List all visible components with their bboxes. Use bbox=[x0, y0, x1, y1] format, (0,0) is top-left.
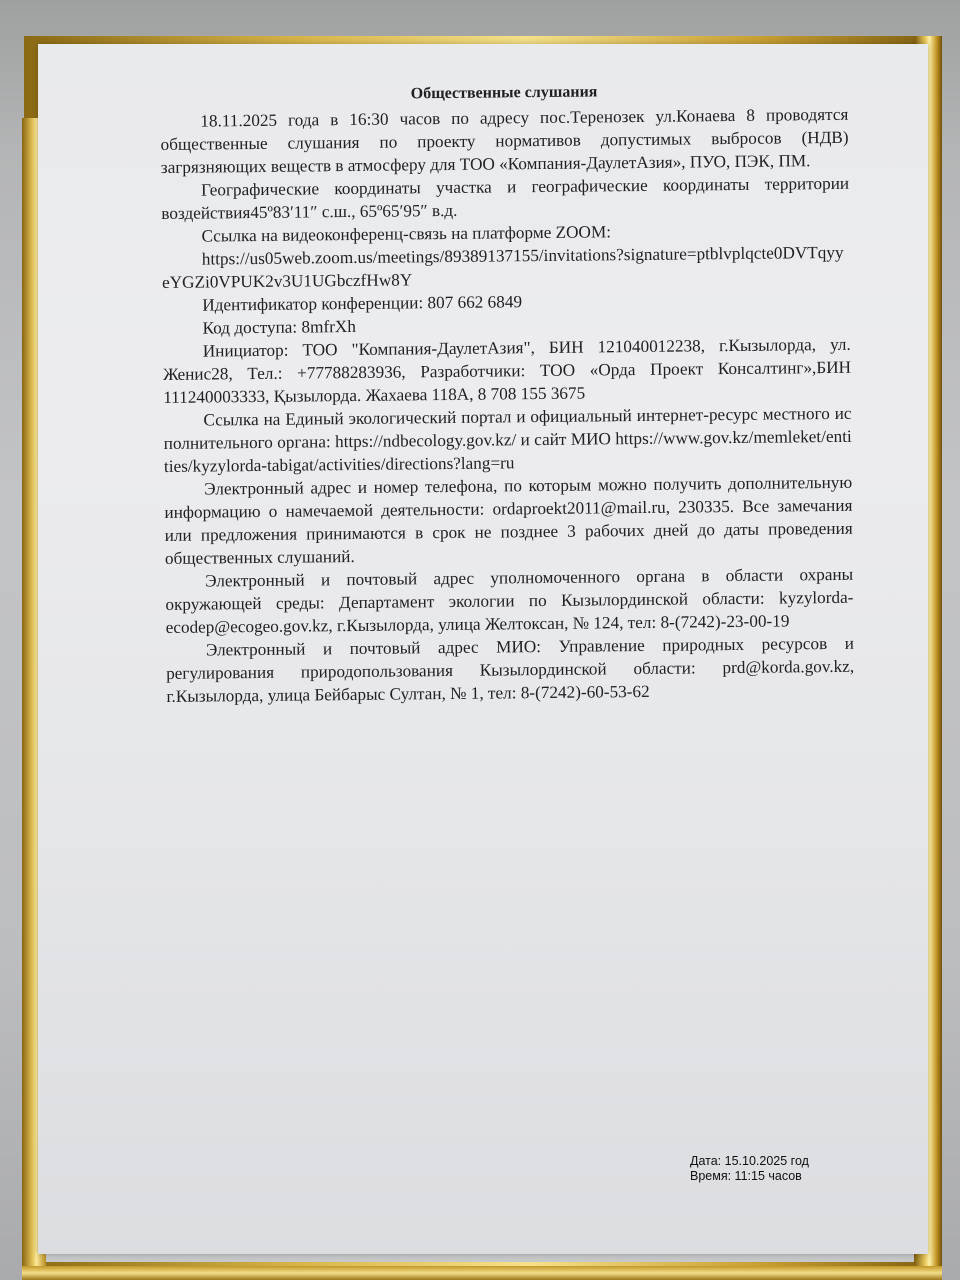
timestamp-date: Дата: 15.10.2025 год bbox=[690, 1154, 809, 1168]
paragraph-mio: Электронный и почтовый адрес МИО: Управление природных ресурсов и регулирования природопользования Кызылординской области: prd@korda.gov.kz, г.Кызылорда, улица Бейбарыс Султан, № 1, тел: 8-(7242)-60-53-62 bbox=[166, 633, 855, 706]
paragraph-zoom-link: https://us05web.zoom.us/meetings/89389137155/invitations?signature=ptblvplqcte0DVTqyyeYGZi0VPUK2v3U1UGbczfHw8Y bbox=[161, 242, 844, 292]
timestamp-time: Время: 11:15 часов bbox=[690, 1169, 802, 1183]
photo-timestamp bbox=[690, 1154, 809, 1184]
document-title: Общественные слушания bbox=[410, 83, 598, 103]
notice-document bbox=[160, 79, 854, 708]
frame-bottom-edge bbox=[22, 1266, 942, 1280]
paragraph-portal-links: Ссылка на Единый экологический портал и официальный интернет-ресурс местного исполнительного органа: https://ndbecology.gov.kz/ и сайт МИО https://www.gov.kz/memleket/entities/kyzylorda-tabigat/activities/directions?lang=ru bbox=[163, 403, 852, 476]
paragraph-contact: Электронный адрес и номер телефона, по которым можно получить дополнительную информацию о намечаемой деятельности: ordaproekt2011@mail.ru, 230335. Все замечания или предложения принимаются в срок не позднее 3 рабочих дней до даты проведения общественных слушаний. bbox=[164, 472, 853, 568]
paragraph-authority: Электронный и почтовый адрес уполномоченного органа в области охраны окружающей среды: Департамент экологии по Кызылординской области: kyzylorda-ecodep@ecogeo.gov.kz, г.Кызылорда, улица Желтоксан, № 124, тел: 8-(7242)-23-00-19 bbox=[165, 564, 854, 637]
paragraph-conference-id: Идентификатор конференции: 807 662 6849 bbox=[202, 292, 523, 315]
paragraph-initiator: Инициатор: ТОО "Компания-ДаулетАзия", БИН 121040012238, г.Кызылорда, ул. Женис28, Тел.: +77788283936, Разработчики: ТОО «Орда Проект Консалтинг»,БИН 111240003333, Қызылорда. Жахаева 118А, 8 708 155 3675 bbox=[162, 334, 852, 407]
paragraph-access-code: Код доступа: 8mfrXh bbox=[202, 316, 356, 338]
paragraph-zoom-label: Ссылка на видеоконференц-связь на платформе ZOOM: bbox=[201, 222, 612, 246]
paragraph-hearing-date: 18.11.2025 года в 16:30 часов по адресу пос.Теренозек ул.Конаева 8 проводятся общественные слушания по проекту нормативов допустимых выбросов (НДВ) загрязняющих веществ в атмосферу для ТОО «Компания-ДаулетАзия», ПУО, ПЭК, ПМ. bbox=[160, 104, 849, 177]
paragraph-coordinates: Географические координаты участка и географические координаты территории воздействия45º83′11″ с.ш., 65º65′95″ в.д. bbox=[161, 173, 850, 223]
